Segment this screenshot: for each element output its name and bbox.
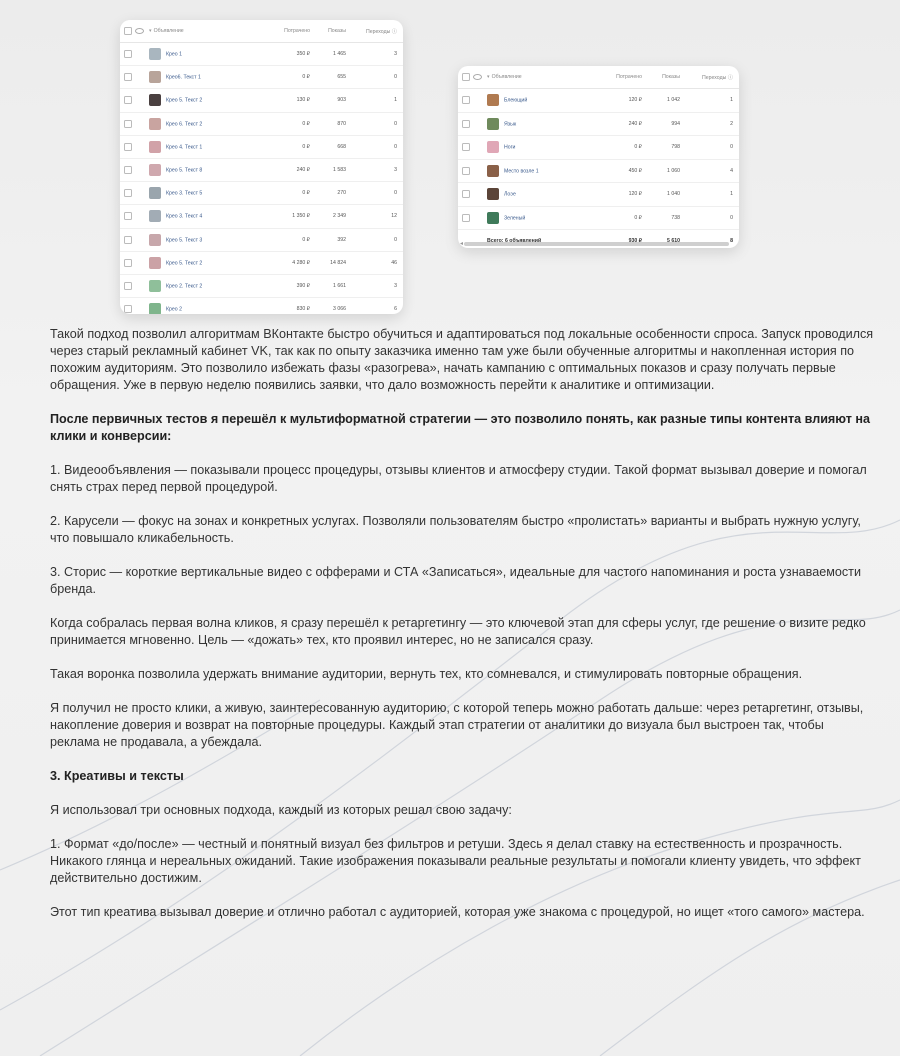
- table-row[interactable]: [120, 228, 403, 251]
- column-header-spent[interactable]: Потрачено: [594, 66, 648, 89]
- cell-spent: 4 280 ₽: [260, 251, 316, 274]
- eye-icon[interactable]: [473, 74, 482, 80]
- row-checkbox[interactable]: [124, 120, 132, 128]
- eye-icon[interactable]: [135, 28, 144, 34]
- ad-thumbnail: [149, 48, 161, 60]
- table-row[interactable]: [458, 183, 739, 207]
- table-header-row: [120, 20, 403, 43]
- cell-spent: 350 ₽: [260, 43, 316, 66]
- ad-name-link[interactable]: Крео 2. Текст 2: [166, 283, 203, 290]
- table-header-row: [458, 66, 739, 89]
- paragraph-approaches: Я использовал три основных подхода, каждый из которых решал свою задачу:: [50, 803, 512, 817]
- cell-clicks: 0: [352, 66, 403, 89]
- paragraph-audience: Я получил не просто клики, а живую, заинтересованную аудиторию, с которой теперь можно работать дальше: через ретаргетинг, отзывы, накопление доверия и возврат на повторные процедуры. Каждый этап стратегии от аналитики до визуала был выстроен так, чтобы реклама не продавала, а убеждала.: [50, 701, 864, 749]
- cell-spent: 240 ₽: [594, 112, 648, 136]
- select-all-checkbox[interactable]: [462, 73, 470, 81]
- cell-clicks: 3: [352, 158, 403, 181]
- ad-name-link[interactable]: Лоэе: [504, 191, 516, 198]
- ad-name-link[interactable]: Крео 4. Текст 1: [166, 144, 203, 151]
- sort-arrow-icon[interactable]: ▾: [149, 28, 152, 34]
- paragraph-carousels: 2. Карусели — фокус на зонах и конкретных услугах. Позволяли пользователям быстро «пролистать» варианты и выбрать нужную услугу, что повышало кликабельность.: [50, 514, 861, 545]
- ads-table-left: [120, 20, 403, 314]
- table-row[interactable]: [120, 112, 403, 135]
- row-checkbox[interactable]: [462, 214, 470, 222]
- table-row[interactable]: [458, 112, 739, 136]
- paragraph-stories: 3. Сторис — короткие вертикальные видео с офферами и СТА «Записаться», идеальные для частого напоминания и роста узнаваемости бренда.: [50, 565, 861, 596]
- cell-shows: 2 349: [316, 205, 352, 228]
- row-checkbox[interactable]: [124, 305, 132, 313]
- cell-spent: 240 ₽: [260, 158, 316, 181]
- cell-shows: 903: [316, 89, 352, 112]
- cell-shows: 1 042: [648, 89, 686, 113]
- row-checkbox[interactable]: [124, 212, 132, 220]
- cell-shows: 1 060: [648, 159, 686, 183]
- cell-spent: 450 ₽: [594, 159, 648, 183]
- cell-shows: 798: [648, 136, 686, 160]
- cell-shows: 14 824: [316, 251, 352, 274]
- cell-clicks: 0: [686, 136, 739, 160]
- table-row[interactable]: [458, 206, 739, 230]
- cell-clicks: 3: [352, 274, 403, 297]
- cell-shows: 738: [648, 206, 686, 230]
- ad-name-link[interactable]: Место возле 1: [504, 168, 539, 175]
- ad-name-link[interactable]: Крео 3. Текст 5: [166, 190, 203, 197]
- ad-name-link[interactable]: Блеющий: [504, 97, 528, 104]
- cell-spent: 0 ₽: [260, 228, 316, 251]
- table-row[interactable]: [120, 274, 403, 297]
- ad-name-link[interactable]: Крео 5. Текст 2: [166, 97, 203, 104]
- table-row[interactable]: [458, 159, 739, 183]
- cell-shows: 270: [316, 182, 352, 205]
- cell-spent: 0 ₽: [260, 66, 316, 89]
- ad-name-link[interactable]: Крео 1: [166, 51, 183, 58]
- table-row[interactable]: [120, 89, 403, 112]
- table-row[interactable]: [120, 43, 403, 66]
- section-heading-creatives: 3. Креативы и тексты: [50, 769, 184, 783]
- cell-spent: 0 ₽: [260, 112, 316, 135]
- ad-thumbnail: [149, 234, 161, 246]
- ad-thumbnail: [487, 94, 499, 106]
- section-heading-multiformat: После первичных тестов я перешёл к мультиформатной стратегии — это позволило понять, как разные типы контента влияют на клики и конверсии:: [50, 412, 870, 443]
- cell-shows: 1 661: [316, 274, 352, 297]
- ad-thumbnail: [149, 303, 161, 314]
- row-checkbox[interactable]: [124, 166, 132, 174]
- column-header-shows[interactable]: Показы: [648, 66, 686, 89]
- paragraph-before-after: 1. Формат «до/после» — честный и понятный визуал без фильтров и ретуши. Здесь я делал ставку на естественность и прозрачность. Никакого глянца и нереальных ожиданий. Такие изображения показывали реальные результаты и помогали клиенту увидеть, что эффект действительно достижим.: [50, 837, 861, 885]
- ad-name-link[interactable]: Зеленый: [504, 215, 526, 222]
- cell-clicks: 0: [352, 135, 403, 158]
- cell-clicks: 3: [352, 43, 403, 66]
- column-header-name[interactable]: Объявление: [491, 74, 522, 80]
- ad-thumbnail: [149, 118, 161, 130]
- cell-shows: 870: [316, 112, 352, 135]
- cell-spent: 120 ₽: [594, 89, 648, 113]
- ads-table-right: [458, 66, 739, 248]
- ad-name-link[interactable]: Крео 5. Текст 8: [166, 167, 203, 174]
- cell-shows: 1 583: [316, 158, 352, 181]
- row-checkbox[interactable]: [462, 96, 470, 104]
- horizontal-scrollbar[interactable]: [464, 242, 729, 246]
- ad-thumbnail: [149, 94, 161, 106]
- ad-thumbnail: [487, 141, 499, 153]
- ad-thumbnail: [149, 187, 161, 199]
- cell-clicks: 1: [686, 183, 739, 207]
- info-icon: ⓘ: [727, 74, 733, 81]
- paragraph-intro: Такой подход позволил алгоритмам ВКонтакте быстро обучиться и адаптироваться под локальные особенности спроса. Запуск проводился через старый рекламный кабинет VK, так как по опыту заказчика именно там уже были обученные алгоритмы и накопленная история по похожим аудиториям. Это позволило избежать фазы «разогрева», начать кампанию с оптимальных показов и сразу получать первые обращения. Уже в первую неделю появились заявки, что дало возможность перейти к аналитике и оптимизации.: [50, 327, 874, 392]
- ad-name-link[interactable]: Язык: [504, 121, 517, 128]
- table-row[interactable]: [120, 66, 403, 89]
- sort-arrow-icon[interactable]: ▾: [487, 74, 490, 80]
- row-checkbox[interactable]: [124, 73, 132, 81]
- row-checkbox[interactable]: [462, 143, 470, 151]
- row-checkbox[interactable]: [462, 120, 470, 128]
- row-checkbox[interactable]: [124, 282, 132, 290]
- ad-name-link[interactable]: Крео 5. Текст 2: [166, 260, 203, 267]
- cell-clicks: 1: [686, 89, 739, 113]
- cell-clicks: 1: [352, 89, 403, 112]
- table-row[interactable]: [120, 205, 403, 228]
- ad-thumbnail: [487, 165, 499, 177]
- column-header-clicks[interactable]: Переходы ⓘ: [352, 20, 403, 43]
- cell-spent: 390 ₽: [260, 274, 316, 297]
- ad-thumbnail: [149, 141, 161, 153]
- info-icon: ⓘ: [391, 28, 397, 35]
- row-checkbox[interactable]: [124, 96, 132, 104]
- table-row[interactable]: [120, 251, 403, 274]
- cell-clicks: 6: [352, 298, 403, 314]
- row-checkbox[interactable]: [124, 189, 132, 197]
- ad-thumbnail: [487, 212, 499, 224]
- table-row[interactable]: [120, 298, 403, 314]
- cell-clicks: 0: [352, 182, 403, 205]
- ad-thumbnail: [149, 164, 161, 176]
- ad-name-link[interactable]: Крео 2: [166, 306, 183, 313]
- cell-clicks: 0: [686, 206, 739, 230]
- cell-spent: 0 ₽: [260, 182, 316, 205]
- paragraph-trust: Этот тип креатива вызывал доверие и отлично работал с аудиторией, которая уже знакома с процедурой, но ищет «того самого» мастера.: [50, 905, 865, 919]
- row-checkbox[interactable]: [124, 236, 132, 244]
- row-checkbox[interactable]: [124, 259, 132, 267]
- ad-thumbnail: [149, 210, 161, 222]
- cell-clicks: 2: [686, 112, 739, 136]
- cell-spent: 1 350 ₽: [260, 205, 316, 228]
- cell-shows: 1 040: [648, 183, 686, 207]
- cell-spent: 130 ₽: [260, 89, 316, 112]
- article-body: [50, 326, 875, 921]
- cell-shows: 392: [316, 228, 352, 251]
- cell-spent: 120 ₽: [594, 183, 648, 207]
- ad-name-link[interactable]: Крео 5. Текст 3: [166, 236, 203, 243]
- ad-thumbnail: [149, 280, 161, 292]
- cell-clicks: 0: [352, 228, 403, 251]
- row-checkbox[interactable]: [124, 143, 132, 151]
- table-row[interactable]: [458, 89, 739, 113]
- paragraph-retargeting: Когда собралась первая волна кликов, я сразу перешёл к ретаргетингу — это ключевой этап для сферы услуг, где решение о визите редко принимается мгновенно. Цель — «дожать» тех, кто проявил интерес, но не записался сразу.: [50, 616, 866, 647]
- cell-clicks: 4: [686, 159, 739, 183]
- cell-spent: 0 ₽: [594, 206, 648, 230]
- cell-spent: 0 ₽: [594, 136, 648, 160]
- ad-thumbnail: [487, 188, 499, 200]
- ad-thumbnail: [487, 118, 499, 130]
- cell-shows: 3 066: [316, 298, 352, 314]
- cell-shows: 655: [316, 66, 352, 89]
- total-clicks: 8: [730, 238, 733, 245]
- cell-spent: 0 ₽: [260, 135, 316, 158]
- paragraph-funnel: Такая воронка позволила удержать внимание аудитории, вернуть тех, кто сомневался, и стимулировать повторные обращения.: [50, 667, 803, 681]
- column-header-shows[interactable]: Показы: [316, 20, 352, 43]
- ad-name-link[interactable]: Крео6. Текст 1: [166, 74, 201, 81]
- column-header-name[interactable]: Объявление: [153, 28, 184, 34]
- scroll-left-arrow-icon[interactable]: ◂: [460, 241, 464, 247]
- cell-clicks: 46: [352, 251, 403, 274]
- column-header-clicks[interactable]: Переходы ⓘ: [686, 66, 739, 89]
- row-checkbox[interactable]: [124, 50, 132, 58]
- cell-spent: 830 ₽: [260, 298, 316, 314]
- table-row[interactable]: [120, 158, 403, 181]
- cell-shows: 1 465: [316, 43, 352, 66]
- table-row[interactable]: [120, 135, 403, 158]
- ad-thumbnail: [149, 71, 161, 83]
- column-header-spent[interactable]: Потрачено: [260, 20, 316, 43]
- table-row[interactable]: [458, 136, 739, 160]
- cell-clicks: 0: [352, 112, 403, 135]
- ad-thumbnail: [149, 257, 161, 269]
- table-row[interactable]: [120, 182, 403, 205]
- ad-name-link[interactable]: Ноги: [504, 144, 516, 151]
- ad-name-link[interactable]: Крео 6. Текст 2: [166, 121, 203, 128]
- ad-name-link[interactable]: Крео 3. Текст 4: [166, 213, 203, 220]
- row-checkbox[interactable]: [462, 167, 470, 175]
- paragraph-video-ads: 1. Видеообъявления — показывали процесс процедуры, отзывы клиентов и атмосферу студии. Такой формат вызывал доверие и помогал снять страх перед первой процедурой.: [50, 463, 867, 494]
- row-checkbox[interactable]: [462, 190, 470, 198]
- cell-shows: 994: [648, 112, 686, 136]
- cell-clicks: 12: [352, 205, 403, 228]
- select-all-checkbox[interactable]: [124, 27, 132, 35]
- cell-shows: 668: [316, 135, 352, 158]
